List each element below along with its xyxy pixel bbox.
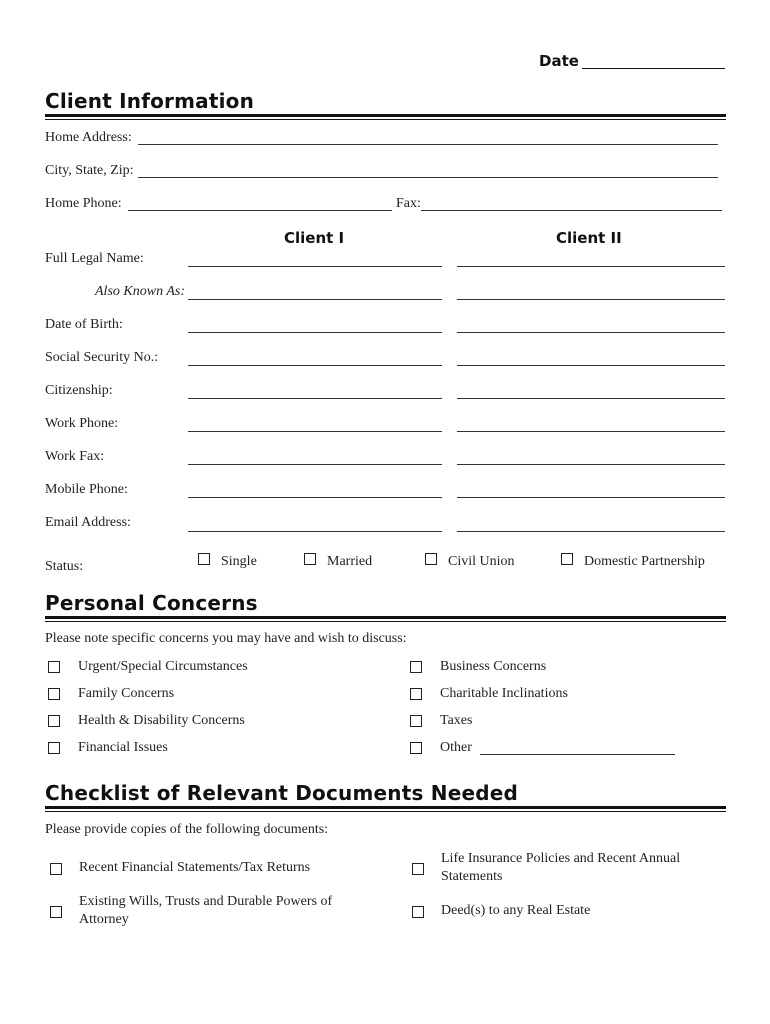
charitable-inclinations-checkbox[interactable] [410, 688, 422, 700]
full-legal-name-client2-field[interactable] [457, 266, 725, 267]
social-security-client1-field[interactable] [188, 365, 442, 366]
email-address-client2-field[interactable] [457, 531, 725, 532]
status-married-checkbox[interactable] [304, 553, 316, 565]
citizenship-client2-field[interactable] [457, 398, 725, 399]
work-phone-client1-field[interactable] [188, 431, 442, 432]
checklist-intro: Please provide copies of the following documents: [45, 822, 329, 837]
date-of-birth-client1-field[interactable] [188, 332, 442, 333]
status-single-label: Single [221, 554, 257, 569]
citizenship-label: Citizenship: [45, 383, 113, 398]
date-label: Date [539, 52, 579, 70]
section-rule [45, 114, 726, 117]
life-insurance-label-line2: Statements [441, 869, 503, 884]
mobile-phone-label: Mobile Phone: [45, 482, 128, 497]
status-single-checkbox[interactable] [198, 553, 210, 565]
client-1-heading: Client I [284, 229, 345, 247]
fax-field[interactable] [421, 210, 722, 211]
deeds-label: Deed(s) to any Real Estate [441, 903, 591, 918]
financial-statements-checkbox[interactable] [50, 863, 62, 875]
other-checkbox[interactable] [410, 742, 422, 754]
section-rule-thin [45, 119, 726, 120]
date-of-birth-client2-field[interactable] [457, 332, 725, 333]
citizenship-client1-field[interactable] [188, 398, 442, 399]
email-address-client1-field[interactable] [188, 531, 442, 532]
life-insurance-checkbox[interactable] [412, 863, 424, 875]
financial-statements-label: Recent Financial Statements/Tax Returns [79, 860, 311, 875]
email-address-label: Email Address: [45, 515, 131, 530]
business-concerns-checkbox[interactable] [410, 661, 422, 673]
date-of-birth-label: Date of Birth: [45, 317, 123, 332]
life-insurance-label: Life Insurance Policies and Recent Annual [441, 851, 681, 866]
status-domestic-partnership-checkbox[interactable] [561, 553, 573, 565]
home-phone-field[interactable] [128, 210, 392, 211]
work-fax-client2-field[interactable] [457, 464, 725, 465]
taxes-label: Taxes [440, 713, 473, 728]
section-rule [45, 616, 726, 619]
mobile-phone-client2-field[interactable] [457, 497, 725, 498]
client-2-heading: Client II [556, 229, 622, 247]
checklist-heading: Checklist of Relevant Documents Needed [45, 781, 519, 805]
home-address-field[interactable] [138, 144, 718, 145]
wills-trusts-checkbox[interactable] [50, 906, 62, 918]
work-phone-client2-field[interactable] [457, 431, 725, 432]
client-information-heading: Client Information [45, 89, 255, 113]
status-civil-union-label: Civil Union [448, 554, 515, 569]
wills-trusts-label-line2: Attorney [79, 912, 129, 927]
family-concerns-label: Family Concerns [78, 686, 175, 701]
home-phone-label: Home Phone: [45, 196, 122, 211]
section-rule-thin [45, 811, 726, 812]
urgent-circumstances-label: Urgent/Special Circumstances [78, 659, 248, 674]
date-field-line[interactable] [582, 68, 725, 69]
wills-trusts-label: Existing Wills, Trusts and Durable Powers of [79, 894, 333, 909]
personal-concerns-heading: Personal Concerns [45, 591, 258, 615]
status-label: Status: [45, 559, 84, 574]
section-rule [45, 806, 726, 809]
also-known-as-client2-field[interactable] [457, 299, 725, 300]
other-field[interactable] [480, 754, 675, 755]
personal-concerns-intro: Please note specific concerns you may have and wish to discuss: [45, 631, 407, 646]
status-domestic-partnership-label: Domestic Partnership [584, 554, 705, 569]
work-fax-client1-field[interactable] [188, 464, 442, 465]
city-state-zip-label: City, State, Zip: [45, 163, 134, 178]
urgent-circumstances-checkbox[interactable] [48, 661, 60, 673]
charitable-inclinations-label: Charitable Inclinations [440, 686, 568, 701]
full-legal-name-client1-field[interactable] [188, 266, 442, 267]
deeds-checkbox[interactable] [412, 906, 424, 918]
taxes-checkbox[interactable] [410, 715, 422, 727]
other-label: Other [440, 740, 472, 755]
also-known-as-client1-field[interactable] [188, 299, 442, 300]
also-known-as-label: Also Known As: [95, 284, 185, 299]
work-phone-label: Work Phone: [45, 416, 119, 431]
fax-label: Fax: [396, 196, 421, 211]
home-address-label: Home Address: [45, 130, 132, 145]
status-married-label: Married [327, 554, 373, 569]
family-concerns-checkbox[interactable] [48, 688, 60, 700]
city-state-zip-field[interactable] [138, 177, 718, 178]
health-disability-checkbox[interactable] [48, 715, 60, 727]
business-concerns-label: Business Concerns [440, 659, 547, 674]
section-rule-thin [45, 621, 726, 622]
work-fax-label: Work Fax: [45, 449, 105, 464]
mobile-phone-client1-field[interactable] [188, 497, 442, 498]
social-security-client2-field[interactable] [457, 365, 725, 366]
health-disability-label: Health & Disability Concerns [78, 713, 245, 728]
financial-issues-label: Financial Issues [78, 740, 168, 755]
financial-issues-checkbox[interactable] [48, 742, 60, 754]
full-legal-name-label: Full Legal Name: [45, 251, 144, 266]
social-security-label: Social Security No.: [45, 350, 159, 365]
status-civil-union-checkbox[interactable] [425, 553, 437, 565]
